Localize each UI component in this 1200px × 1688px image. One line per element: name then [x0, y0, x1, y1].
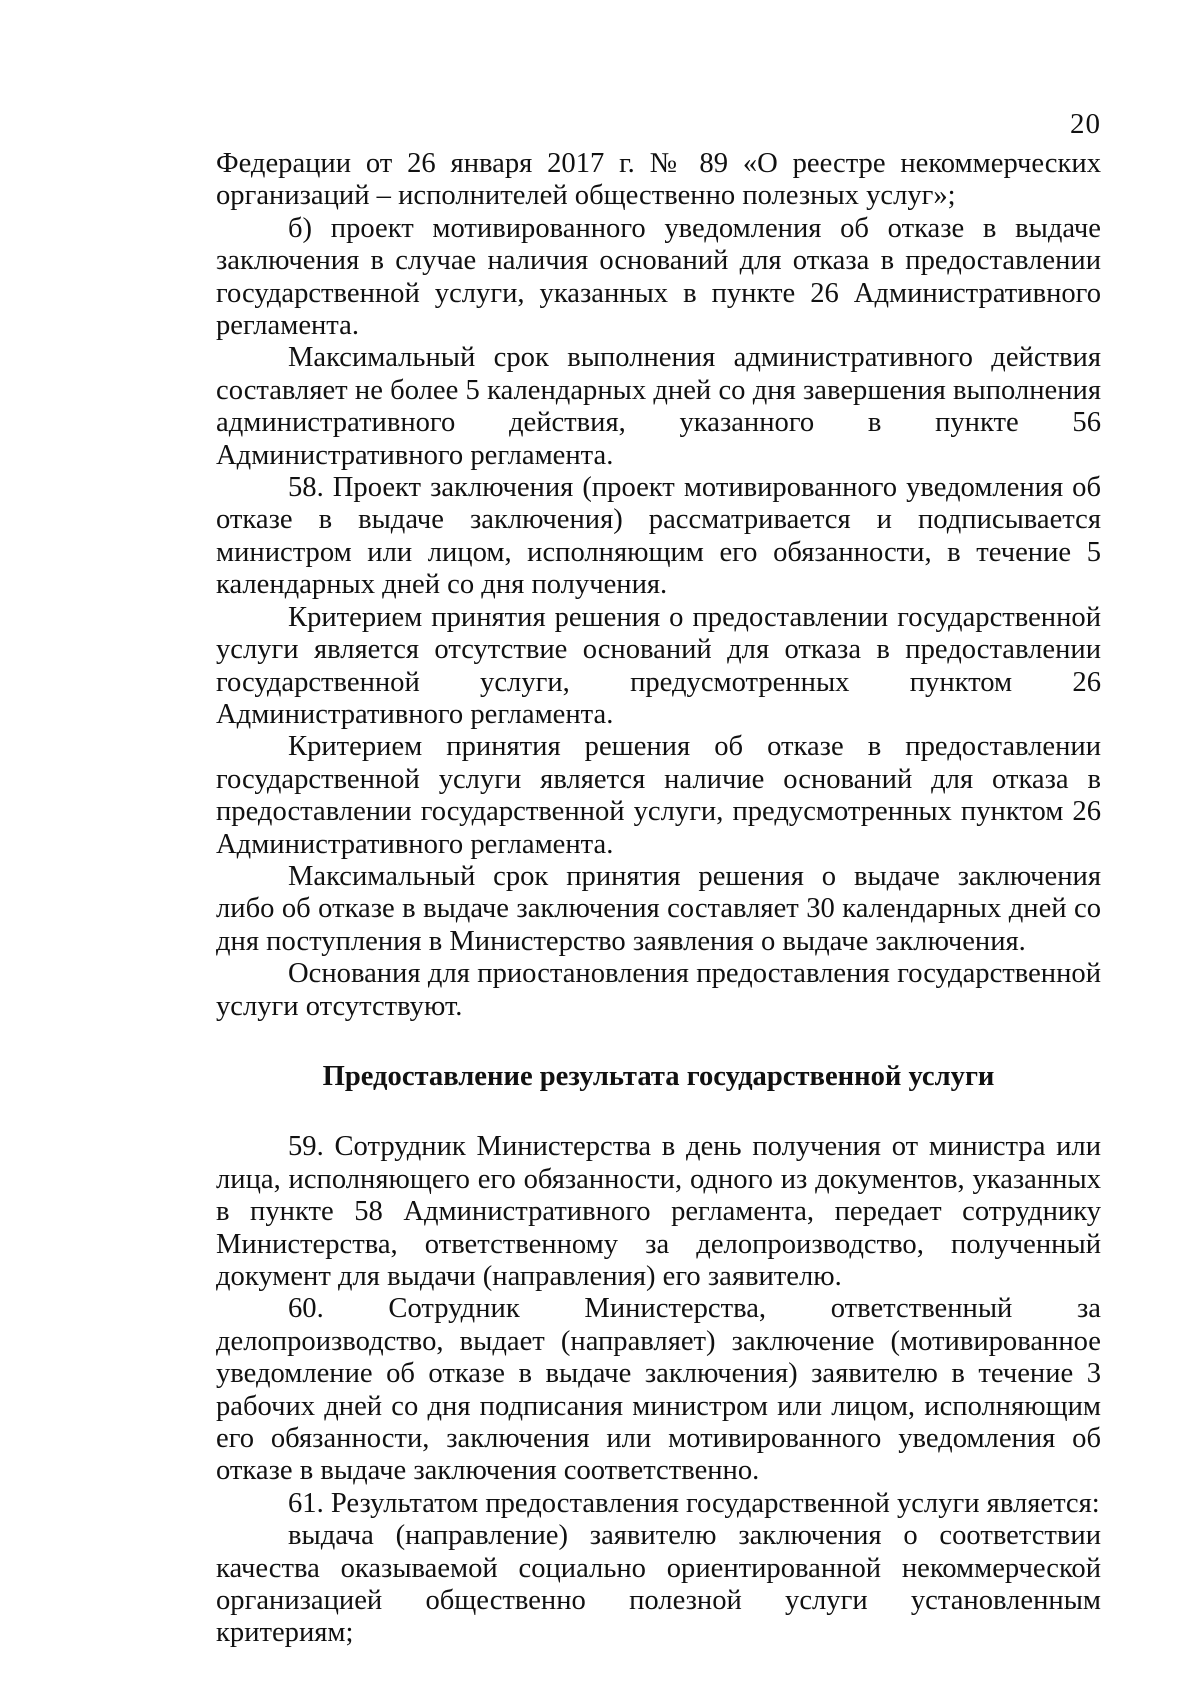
paragraph-60: 60. Сотрудник Министерства, ответственный за делопроизводство, выдает (направляет) заключение (мотивированное уведомление об отказе в выдаче заключения) заявителю в течение 3 рабочих дней со дня подписания министром или лицом, исполняющим его обязанности, заключения или мотивированного уведомления об отказе в выдаче заключения соответственно. — [216, 1293, 1101, 1487]
paragraph-max-term-action: Максимальный срок выполнения административного действия составляет не более 5 календарных дней со дня завершения выполнения административного действия, указанного в пункте 56 Административного регламента. — [216, 342, 1101, 471]
paragraph-result-issuance: выдача (направление) заявителю заключения о соответствии качества оказываемой социально ориентированной некоммерческой организацией общественно полезной услуги установленным критериям; — [216, 1520, 1101, 1649]
paragraph-suspension: Основания для приостановления предоставления государственной услуги отсутствуют. — [216, 958, 1101, 1022]
paragraph-continuation: Федерации от 26 января 2017 г. № 89 «О реестре некоммерческих организаций – исполнителей общественно полезных услуг»; — [216, 148, 1101, 212]
paragraph-59: 59. Сотрудник Министерства в день получения от министра или лица, исполняющего его обязанности, одного из документов, указанных в пункте 58 Административного регламента, передает сотруднику Министерства, ответственному за делопроизводство, полученный документ для выдачи (направления) его заявителю. — [216, 1131, 1101, 1292]
section-title: Предоставление результата государственной услуги — [322, 1060, 995, 1092]
paragraph-item-b: б) проект мотивированного уведомления об отказе в выдаче заключения в случае наличия оснований для отказа в предоставлении государственной услуги, указанных в пункте 26 Административного регламента. — [216, 212, 1101, 342]
paragraph-criterion-grant: Критерием принятия решения о предоставлении государственной услуги является отсутствие оснований для отказа в предоставлении государственной услуги, предусмотренных пунктом 26 Административного регламента. — [216, 601, 1101, 730]
page-number: 20 — [1070, 108, 1101, 140]
document-body — [216, 148, 1101, 1650]
paragraph-61: 61. Результатом предоставления государственной услуги является: — [288, 1487, 1100, 1519]
paragraph-58: 58. Проект заключения (проект мотивированного уведомления об отказе в выдаче заключения) рассматривается и подписывается министром или лицом, исполняющим его обязанности, в течение 5 календарных дней со дня получения. — [216, 472, 1101, 601]
paragraph-max-term-decision: Максимальный срок принятия решения о выдаче заключения либо об отказе в выдаче заключения составляет 30 календарных дней со дня поступления в Министерство заявления о выдаче заключения. — [216, 860, 1101, 957]
paragraph-criterion-refusal: Критерием принятия решения об отказе в предоставлении государственной услуги является наличие оснований для отказа в предоставлении государственной услуги, предусмотренных пунктом 26 Административного регламента. — [216, 731, 1101, 860]
